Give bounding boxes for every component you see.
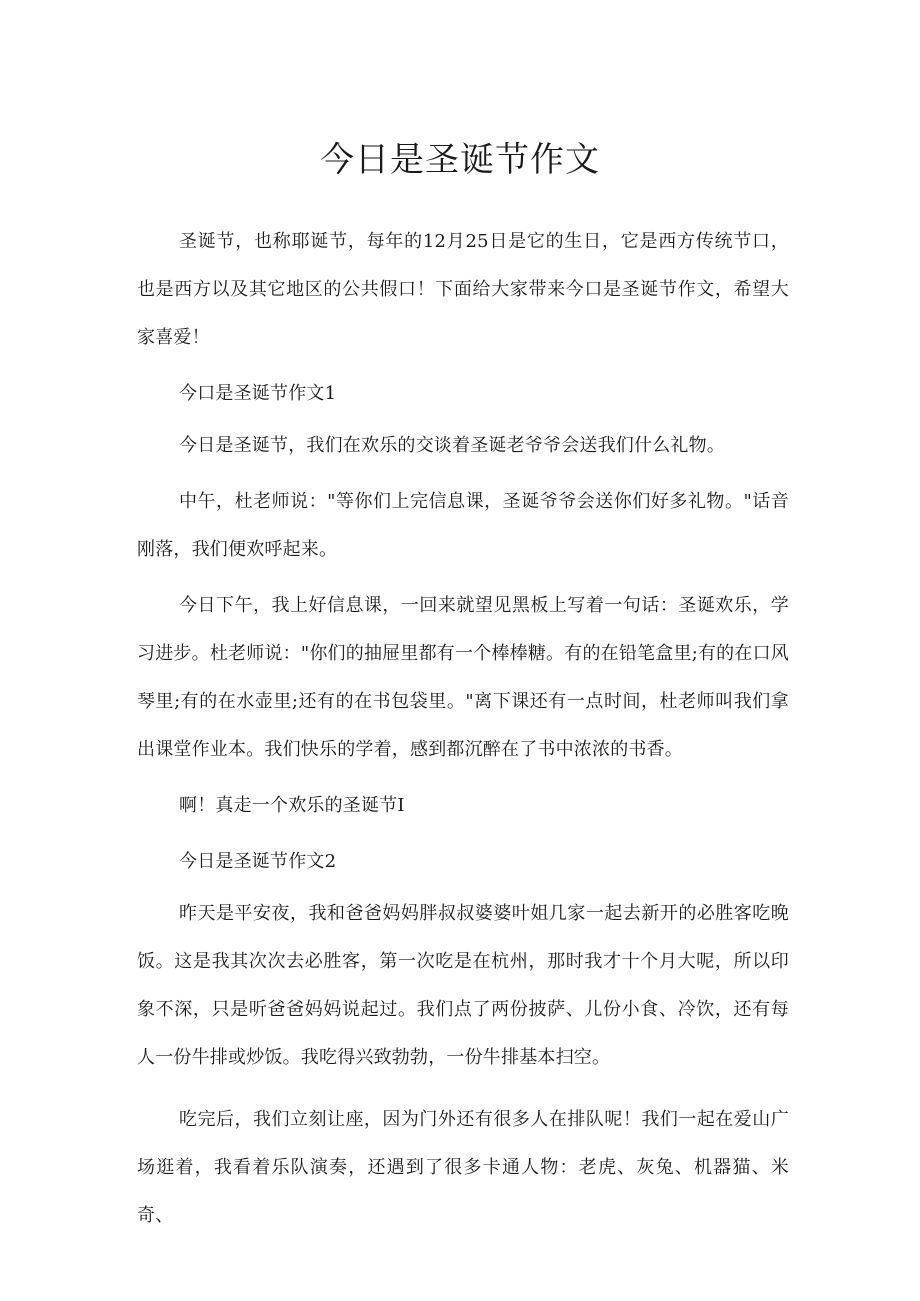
essay1-paragraph-2: 中午，杜老师说："等你们上完信息课，圣诞爷爷会送你们好多礼物。"话音刚落，我们便欢呼起来。 xyxy=(137,491,789,560)
essay2-paragraph-2: 吃完后，我们立刻让座，因为门外还有很多人在排队呢！我们一起在爱山广场逛着，我看着乐队演奏，还遇到了很多卡通人物：老虎、灰兔、机器猫、米奇、 xyxy=(137,1109,789,1226)
essay1-paragraph-1: 今日是圣诞节，我们在欢乐的交谈着圣诞老爷爷会送我们什么礼物。 xyxy=(179,435,725,456)
section-heading-2: 今日是圣诞节作文2 xyxy=(179,851,337,872)
document-body xyxy=(137,218,789,1248)
section-heading-1: 今口是圣诞节作文1 xyxy=(179,383,337,404)
essay1-paragraph-4: 啊！真走一个欢乐的圣诞节I xyxy=(179,795,405,816)
essay1-paragraph-3: 今日下午，我上好信息课，一回来就望见黑板上写着一句话：圣诞欢乐，学习进步。杜老师说："你们的抽屉里都有一个棒棒糖。有的在铅笔盒里;有的在口风琴里;有的在水壶里;还有的在书包袋里。"离下课还有一点时间，杜老师叫我们拿出课堂作业本。我们快乐的学着，感到都沉醉在了书中浓浓的书香。 xyxy=(137,595,789,760)
document-title: 今日是圣诞节作文 xyxy=(320,140,600,180)
essay2-paragraph-1: 昨天是平安夜，我和爸爸妈妈胖叔叔婆婆叶姐几家一起去新开的必胜客吃晚饭。这是我其次次去必胜客，第一次吃是在杭州，那时我才十个月大呢，所以印象不深，只是听爸爸妈妈说起过。我们点了两份披萨、儿份小食、冷饮，还有每人一份牛排或炒饭。我吃得兴致勃勃，一份牛排基本扫空。 xyxy=(137,903,789,1068)
intro-paragraph: 圣诞节，也称耶诞节，每年的12月25日是它的生日，它是西方传统节口，也是西方以及其它地区的公共假口！下面给大家带来今口是圣诞节作文，希望大家喜爱！ xyxy=(137,231,789,348)
